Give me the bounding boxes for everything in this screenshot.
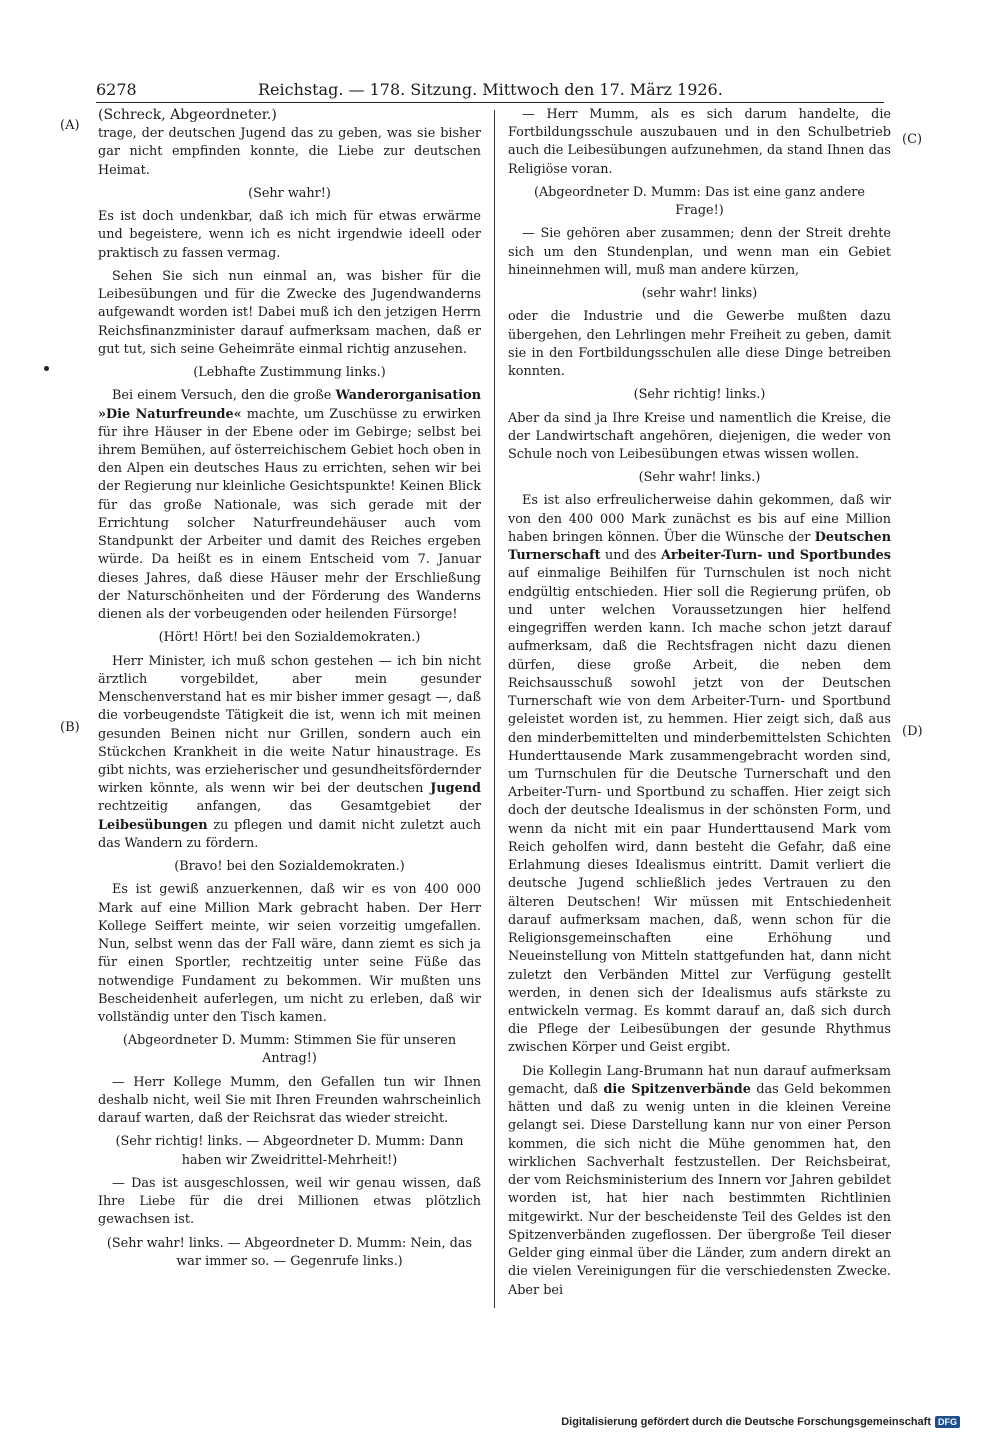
margin-marker-b: (B) (60, 720, 80, 735)
bold-term: Leibesübungen (98, 817, 208, 833)
paragraph: Bei einem Versuch, den die große Wanderorganisation »Die Naturfreunde« machte, um Zuschüsse zu erwirken für ihre Häuser in der Ebene oder im Gebirge; selbst bei ihrem Bemühen, auf österreichischem Gebiet hoch oben in den Alpen ein deutsches Haus zu errichten, sehen wir bei der Regierung nur kleinliche Gesichtspunkte! Keinen Blick für das große Nationale, was sich gerade mit der Errichtung solcher Naturfreundehäuser auch vom Standpunkt der Arbeiter und damit des Reiches ergeben würde. Da heißt es in einem Entscheid vom 7. Januar dieses Jahres, daß diese Häuser mehr der Erschließung der Naturschönheiten und der Förderung des Wanderns dienen als der vorbeugenden oder heilenden Fürsorge! (98, 388, 481, 623)
paragraph: — Herr Mumm, als es sich darum handelte, die Fortbildungsschule auszubauen und in den Schulbetrieb auch die Leibesübungen aufzunehmen, da stand Ihnen das Religiöse voran. (508, 107, 891, 177)
interjection: (Abgeordneter D. Mumm: Das ist eine ganz andere Frage!) (534, 184, 865, 219)
paragraph: Es ist doch undenkbar, daß ich mich für etwas erwärme und begeistere, wenn ich es nicht irgendwie ideell oder praktisch zu fassen vermag. (98, 209, 481, 261)
running-header (96, 80, 884, 103)
interjection: (Sehr wahr! links. — Abgeordneter D. Mumm: Nein, das war immer so. — Gegenrufe links.) (106, 1235, 473, 1269)
paragraph: — Sie gehören aber zusammen; denn der Streit drehte sich um den Stundenplan, und wenn man ein Gebiet hineinnehmen will, muß man andere kürzen, (508, 226, 891, 278)
paragraph: trage, der deutschen Jugend das zu geben, was sie bisher gar nicht empfinden konnte, die Liebe zur deutschen Heimat. (98, 126, 481, 178)
column-divider (494, 110, 495, 1308)
paragraph: Es ist also erfreulicherweise dahin gekommen, daß wir von den 400 000 Mark zunächst es bis auf eine Million haben bringen können. Über die Wünsche der Deutschen Turnerschaft und des Arbeiter-Turn- und Sportbundes auf einmalige Beihilfen für Turnschulen ist noch nicht endgültig entschieden. Hier soll die Regierung prüfen, ob und unter welchen Voraussetzungen hier helfend eingegriffen werden kann. Ich mache schon jetzt darauf aufmerksam, daß die Rechtsfragen nicht dazu dienen dürfen, diese große Arbeit, die neben dem Reichsausschuß sowohl jetzt von der Deutschen Turnerschaft wie von dem Arbeiter-Turn- und Sportbund geleistet worden ist, zu hemmen. Hier zeigt sich, daß aus den minderbemittelten und minderbemittelsten Schichten Hunderttausende Mark zusammengebracht worden sind, um Turnschulen für die Deutsche Turnerschaft und den Arbeiter-Turn- und Sportbund zu schaffen. Hier zeigt sich doch der deutsche Idealismus in der schönsten Form, und wenn da nicht mit ein paar Hunderttausend Mark vom Reich geholfen wird, dann besteht die Gefahr, daß eine Erlahmung dieses Idealismus eintritt. Damit verliert die deutsche Jugend schließlich jedes Vertrauen zu den älteren Deutschen! Wir müssen mit Entschiedenheit darauf aufmerksam machen, daß, wenn schon für die Religionsgemeinschaften eine Erhöhung und Neueinstellung von Mitteln stattgefunden hat, dann nicht zuletzt den Verbänden Mittel zur Verfügung gestellt werden, in denen sich der Idealismus aufs stärkste zu entwickeln vermag. Es kommt darauf an, daß sich durch die Pflege der Leibesübungen der gesunde Rhythmus zwischen Körper und Geist ergibt. (508, 493, 891, 1056)
paragraph: — Herr Kollege Mumm, den Gefallen tun wir Ihnen deshalb nicht, weil Sie mit Ihren Freunden wahrscheinlich darauf warten, daß der Reichsrat das wieder streicht. (98, 1074, 481, 1127)
paragraph: — Das ist ausgeschlossen, weil wir genau wissen, daß Ihre Liebe für die drei Millionen etwas plötzlich gewachsen ist. (98, 1175, 481, 1228)
margin-marker-c: (C) (902, 132, 923, 147)
bold-term: Deutschen Turnerschaft (508, 529, 891, 564)
bold-term: Wanderorganisation »Die Naturfreunde« (98, 388, 481, 422)
dfg-logo-icon: DFG (935, 1416, 960, 1428)
paragraph: Herr Minister, ich muß schon gestehen — ich bin nicht ärztlich vorgebildet, aber mein gesunder Menschenverstand hat es mir bisher immer gesagt —, daß die vorbeugendste Tätigkeit die ist, wenn ich mit meinen gesunden Beinen nicht nur Grillen, sondern auch ein Stückchen Krankheit in die weite Natur hinaustrage. Es gibt nichts, was erzieherischer und gesundheitsfördernder wirken könnte, als wenn wir bei der deutschen Jugend rechtzeitig anfangen, das Gesamtgebiet der Leibesübungen zu pflegen und damit nicht zuletzt auch das Wandern zu fördern. (98, 653, 481, 851)
right-column (508, 106, 891, 1305)
margin-marker-a: (A) (60, 118, 80, 133)
interjection: (Lebhafte Zustimmung links.) (193, 365, 386, 381)
paragraph: Es ist gewiß anzuerkennen, daß wir es von 400 000 Mark auf eine Million Mark gebracht haben. Der Herr Kollege Seiffert meinte, wir seien vorzeitig umgefallen. Nun, selbst wenn das der Fall wäre, dann ziemt es sich ja für einen Sportler, rechtzeitig unter seine Füße das notwendige Fundament zu bekommen. Wir mußten uns Bescheidenheit auferlegen, um nicht zu erleben, daß wir vollständig unter den Tisch kamen. (98, 882, 481, 1026)
interjection: (Sehr wahr! links.) (638, 470, 761, 486)
page-number: 6278 (96, 80, 137, 99)
paragraph: Sehen Sie sich nun einmal an, was bisher für die Leibesübungen und für die Zwecke des Jugendwanderns aufgewandt worden ist! Dabei muß ich den jetzigen Herrn Reichsfinanzminister darauf aufmerksam machen, daß er gut tut, sich seine Geheimräte einmal richtig anzusehen. (98, 268, 481, 357)
interjection: (Sehr wahr!) (248, 185, 331, 201)
interjection: (Hört! Hört! bei den Sozialdemokraten.) (158, 630, 421, 646)
interjection: (sehr wahr! links) (641, 286, 758, 302)
bold-term: Jugend (430, 781, 481, 797)
footer-text: Digitalisierung gefördert durch die Deutsche Forschungsgemeinschaft (561, 1416, 931, 1428)
margin-marker-d: (D) (902, 724, 923, 739)
paragraph: Die Kollegin Lang-Brumann hat nun darauf aufmerksam gemacht, daß die Spitzenverbände das Geld bekommen hätten und daß zu wenig unten in die kleinen Vereine gelangt sei. Diese Darstellung kann nur von einer Person kommen, die sich nicht die Mühe genommen hat, den wirklichen Sachverhalt festzustellen. Der Reichsbeirat, der vom Reichsministerium des Innern vor Jahren gebildet worden ist, hat hier nach bestimmten Richtlinien mitgewirkt. Nur der bescheidenste Teil des Geldes ist den Spitzenverbänden zugeflossen. Der übergroße Teil dieser Gelder ging einmal über die Länder, zum andern direkt an die vielen Vereinigungen für die verschiedensten Zwecke. Aber bei (508, 1063, 891, 1298)
left-column (98, 106, 481, 1276)
speaker-line: (Schreck, Abgeordneter.) (98, 107, 277, 123)
bold-term: die Spitzenverbände (603, 1081, 751, 1097)
interjection: (Bravo! bei den Sozialdemokraten.) (174, 859, 405, 875)
interjection: (Sehr richtig! links.) (633, 387, 766, 403)
paragraph: Aber da sind ja Ihre Kreise und namentlich die Kreise, die der Landwirtschaft angehören, diejenigen, die weder von Schule noch von Leibesübungen etwas wissen wollen. (508, 410, 891, 462)
digitization-footer (561, 1416, 960, 1428)
running-title: Reichstag. — 178. Sitzung. Mittwoch den 17. März 1926. (258, 80, 723, 99)
interjection: (Sehr richtig! links. — Abgeordneter D. Mumm: Dann haben wir Zweidrittel-Mehrheit!) (115, 1134, 464, 1168)
paragraph: oder die Industrie und die Gewerbe mußten dazu übergehen, den Lehrlingen mehr Freiheit zu geben, damit sie in den Fortbildungsschulen alle diese Dinge betreiben konnten. (508, 309, 891, 380)
margin-dot (44, 366, 49, 371)
interjection: (Abgeordneter D. Mumm: Stimmen Sie für unseren Antrag!) (122, 1033, 457, 1067)
bold-term: Arbeiter-Turn- und Sportbundes (660, 548, 891, 564)
